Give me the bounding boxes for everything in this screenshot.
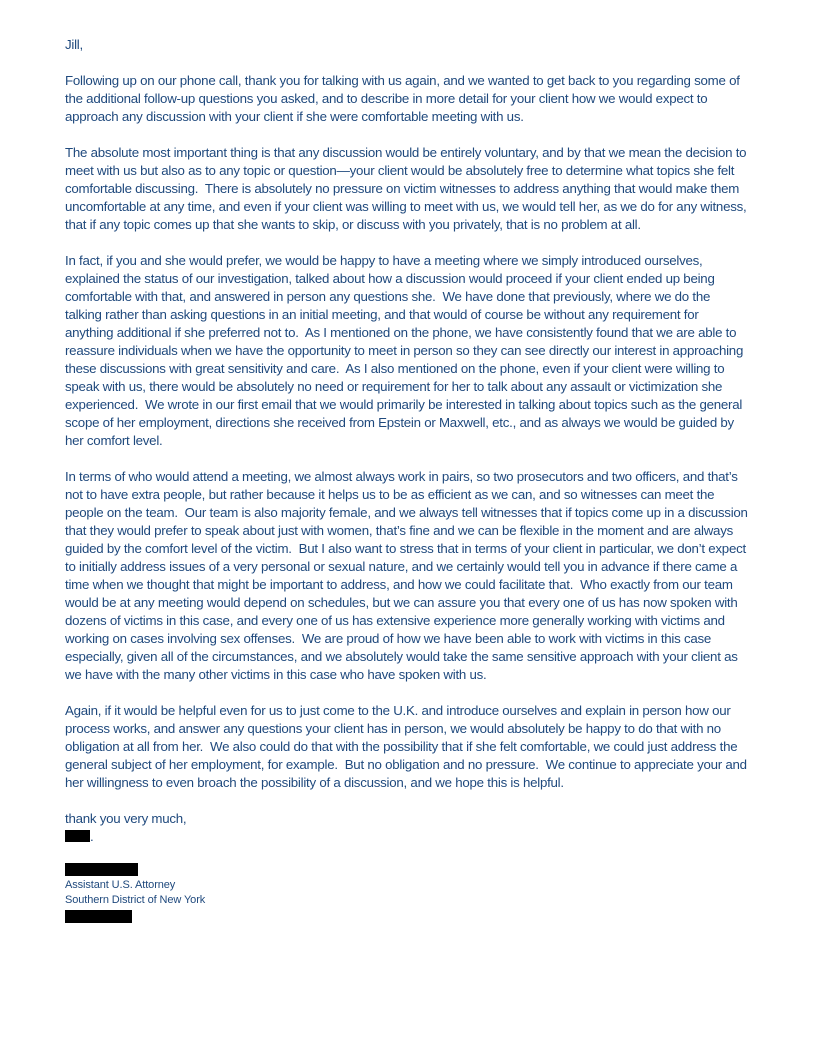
paragraph-3: In fact, if you and she would prefer, we would be happy to have a meeting where we simply introduced ourselves, explained the status of our investigation, talked about how a discussion would proceed if your client ended up being comfortable with that, and answered in person any questions she. We have done that previously, where we do the talking rather than asking questions in an initial meeting, and that would of course be without any requirement for anything additional if she preferred not to. As I mentioned on the phone, we have consistently found that we are able to reassure individuals when we have the opportunity to meet in person so they can see directly our interest in approaching these discussions with great sensitivity and care. As I also mentioned on the phone, even if your client were willing to speak with us, there would be absolutely no need or requirement for her to talk about any assault or victimization she experienced. We wrote in our first email that we would primarily be interested in talking about topics such as the general scope of her employment, directions she received from Epstein or Maxwell, etc., and as always we would be guided by her comfort level. <box>65 253 747 448</box>
paragraph-1: Following up on our phone call, thank you for talking with us again, and we wanted to get back to you regarding some of the additional follow-up questions you asked, and to describe in more detail for your client how we would expect to approach any discussion with your client if she were comfortable meeting with us. <box>65 73 744 124</box>
signature-block <box>65 863 750 923</box>
paragraph-4: In terms of who would attend a meeting, we almost always work in pairs, so two prosecutors and two officers, and that’s not to have extra people, but rather because it helps us to be as efficient as we can, and so witnesses can meet the people on the team. Our team is also majority female, and we always tell witnesses that if topics come up in a discussion that they would prefer to speak about just with women, that’s fine and we can be flexible in the moment and are always guided by the comfort level of the victim. But I also want to stress that in terms of your client in particular, we don’t expect to initially address issues of a very personal or sexual nature, and we certainly would tell you in advance if there came a time when we thought that might be important to address, and how we could facilitate that. Who exactly from our team would be at any meeting would depend on schedules, but we can assure you that every one of us has now spoken with dozens of victims in this case, and every one of us has extensive experience more generally working with victims and working on cases involving sex offenses. We are proud of how we have been able to work with victims in this case especially, given all of the circumstances, and we absolutely would take the same sensitive approach with your client as we have with the many other victims in this case who have spoken with us. <box>65 469 752 682</box>
redacted-phone-bar <box>65 910 132 923</box>
signature-period: . <box>90 829 94 844</box>
signature-line <box>65 828 750 846</box>
signer-title: Assistant U.S. Attorney <box>65 879 176 891</box>
redacted-signature-bar <box>65 830 90 842</box>
salutation: Jill, <box>65 37 83 52</box>
closing-line: thank you very much, <box>65 811 187 826</box>
paragraph-2: The absolute most important thing is that any discussion would be entirely voluntary, and by that we mean the decision to meet with us but also as to any topic or question—your client would be absolutely free to determine what topics she felt comfortable discussing. There is absolutely no pressure on victim witnesses to address anything that would make them uncomfortable at any time, and even if your client was willing to meet with us, we would tell her, as we do for any witness, that if any topic comes up that she wants to skip, or discuss with you privately, that is no problem at all. <box>65 145 750 232</box>
letter-body <box>65 36 750 923</box>
redacted-name-bar <box>65 863 138 876</box>
signer-office: Southern District of New York <box>65 893 206 906</box>
paragraph-5: Again, if it would be helpful even for us to just come to the U.K. and introduce ourselves and explain in person how our process works, and answer any questions your client has in person, we would absolutely be happy to do that with no obligation at all from her. We also could do that with the possibility that if she felt comfortable, we could just address the general subject of her employment, for example. But no obligation and no pressure. We continue to appreciate your and her willingness to even broach the possibility of a discussion, and we hope this is helpful. <box>65 703 751 790</box>
